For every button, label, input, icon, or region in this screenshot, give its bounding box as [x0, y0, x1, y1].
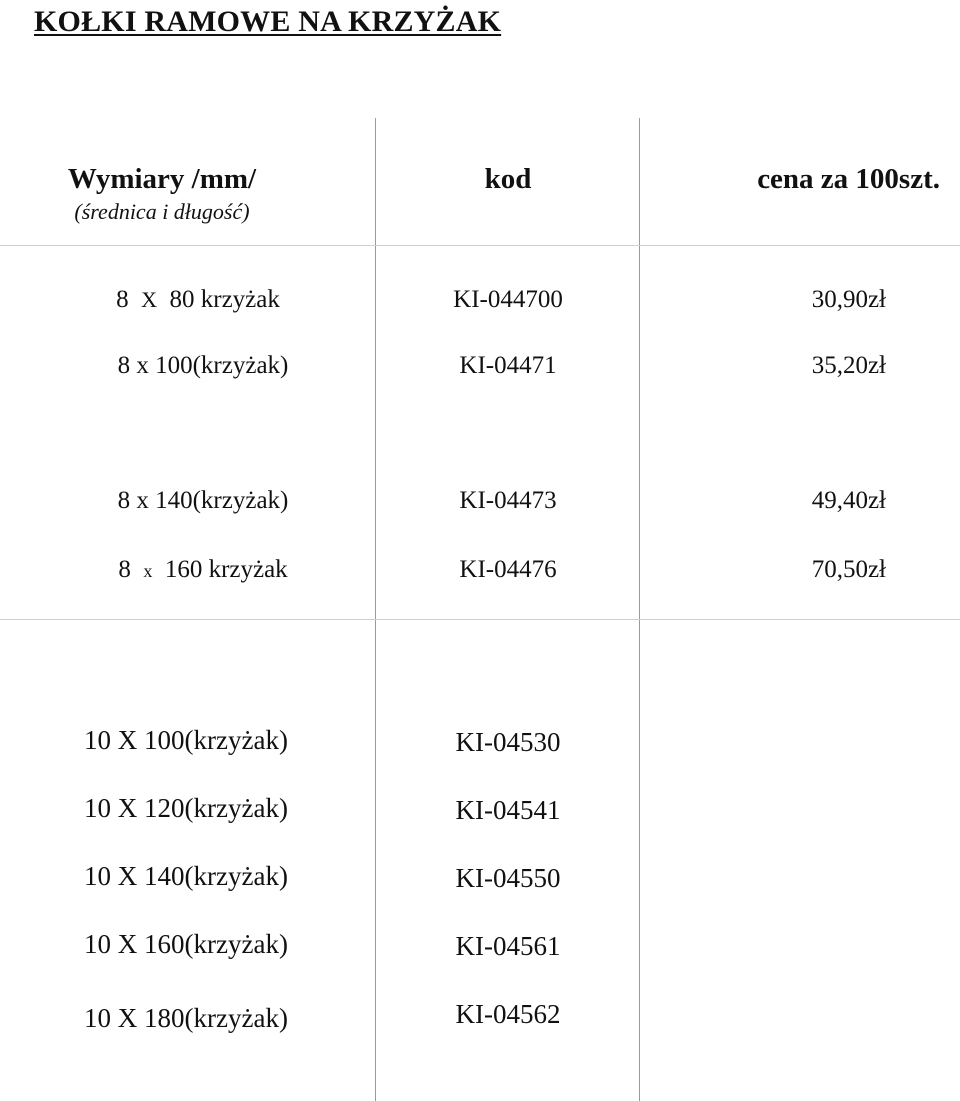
size-length: 160 krzyżak: [164, 556, 288, 583]
row-size: [0, 554, 406, 587]
row-size: 10 X 100(krzyżak): [84, 725, 288, 755]
row-price: 70,50zł: [811, 556, 886, 583]
size-diameter: 8: [116, 286, 129, 313]
row-code: KI-04561: [455, 931, 561, 961]
row-size: [0, 284, 396, 316]
header-dimensions: Wymiary /mm/: [67, 163, 257, 195]
header-price: cena za 100szt.: [757, 163, 940, 195]
size-separator: x: [143, 561, 153, 581]
row-size: 10 X 120(krzyżak): [84, 793, 288, 823]
row-size: 8 x 140(krzyżak): [117, 487, 289, 514]
row-size: 10 X 160(krzyżak): [84, 929, 288, 959]
row-size: 10 X 140(krzyżak): [84, 861, 288, 891]
row-code: KI-044700: [453, 286, 563, 313]
header-separator: [0, 245, 960, 246]
row-price: 35,20zł: [811, 352, 886, 379]
size-separator: X: [141, 287, 157, 312]
row-price: 30,90zł: [811, 286, 886, 313]
size-length: 80 krzyżak: [169, 286, 280, 313]
row-code: KI-04562: [455, 999, 561, 1029]
size-diameter: 8: [118, 556, 131, 583]
row-code: KI-04541: [455, 795, 561, 825]
row-price: 49,40zł: [811, 487, 886, 514]
row-code: KI-04476: [459, 556, 557, 583]
header-dimensions-note: (średnica i długość): [74, 199, 250, 224]
page-title: KOŁKI RAMOWE NA KRZYŻAK: [34, 5, 502, 38]
row-size: 10 X 180(krzyżak): [84, 1003, 288, 1033]
row-code: KI-04473: [459, 487, 557, 514]
header-code: kod: [484, 163, 532, 195]
row-code: KI-04550: [455, 863, 561, 893]
row-size: 8 x 100(krzyżak): [117, 352, 289, 379]
row-code: KI-04530: [455, 727, 561, 757]
group-separator-1: [0, 619, 960, 620]
row-code: KI-04471: [459, 352, 557, 379]
